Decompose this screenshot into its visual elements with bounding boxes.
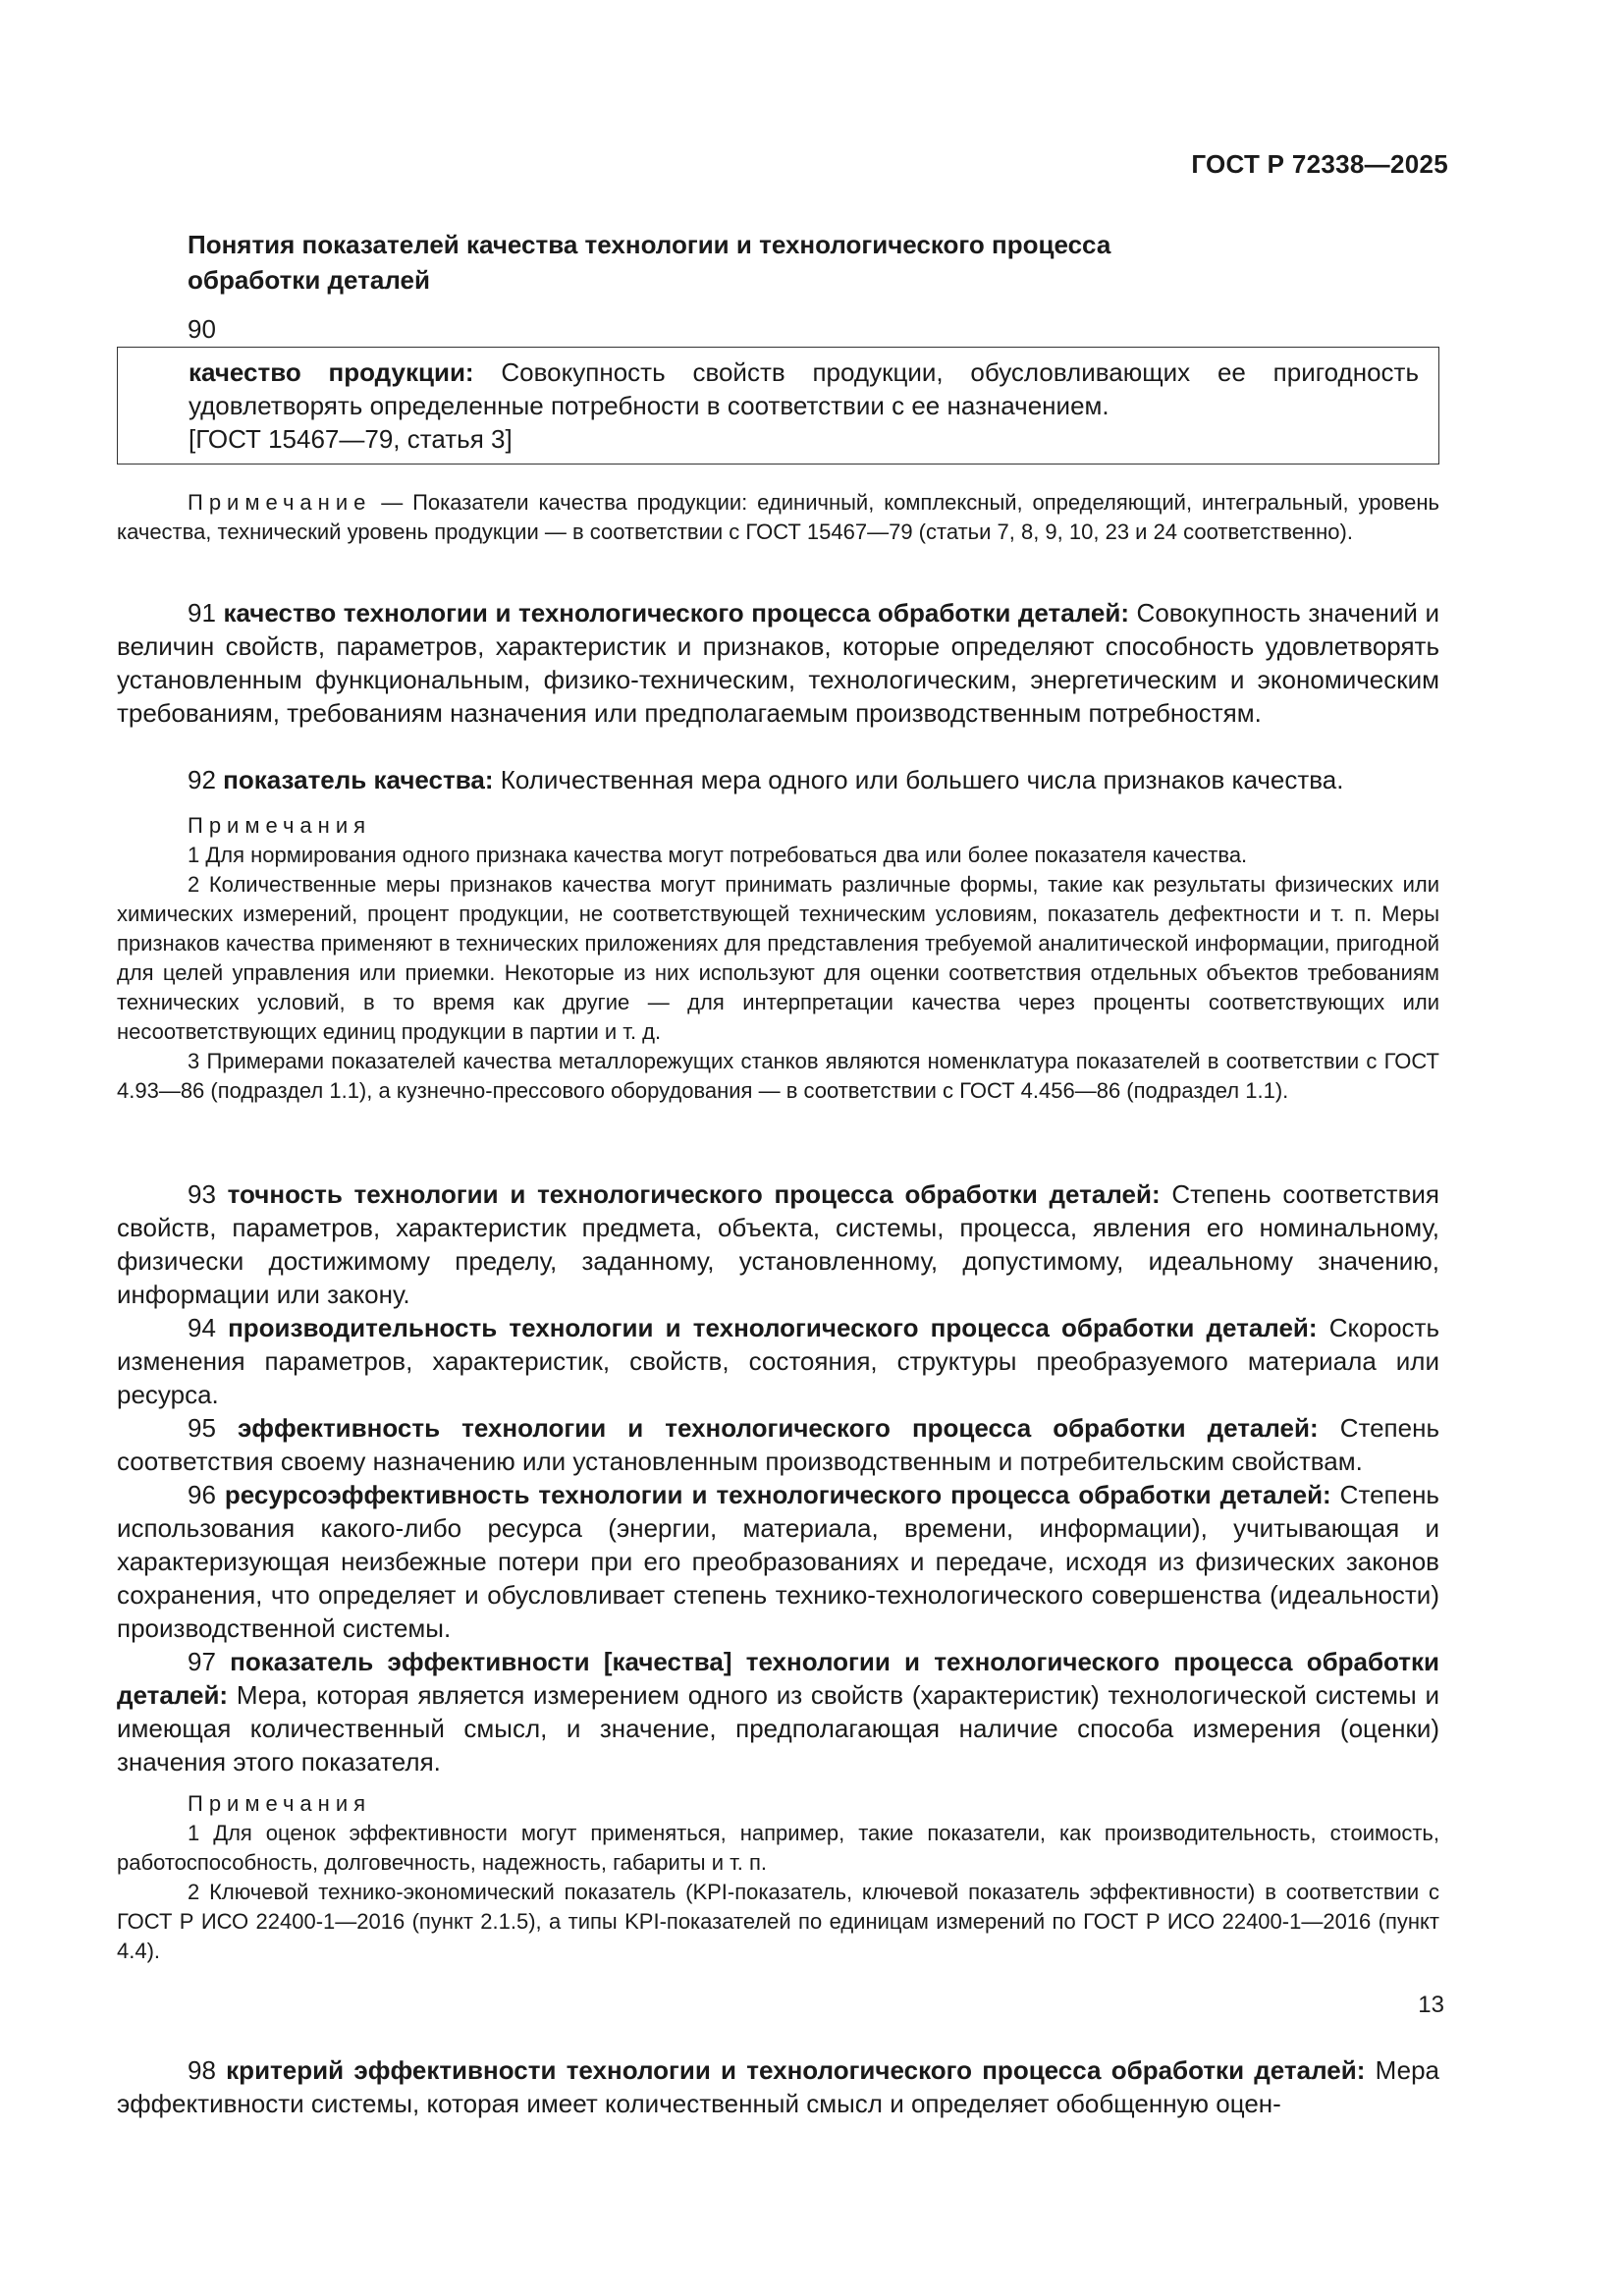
term-number: 94: [188, 1313, 229, 1342]
term-name: ресурсоэффективность технологии и технологического процесса обработки деталей:: [224, 1480, 1331, 1509]
term-number: 92: [188, 765, 224, 794]
term-definition: Скорость изменения параметров, характеристик, свойств, состояния, структуры преобразуемого материала или ресурса.: [117, 1313, 1439, 1409]
term-entry-94: [117, 1311, 1439, 1411]
term-number: 90: [188, 314, 216, 344]
term-name: эффективность технологии и технологического процесса обработки деталей:: [237, 1413, 1319, 1443]
term-name: показатель эффективности [качества] технологии и технологического процесса обработки деталей:: [117, 1647, 1439, 1710]
notes-block: [117, 811, 1439, 1106]
note-label: Примечание: [188, 490, 372, 515]
term-entry-97: [117, 1645, 1439, 1778]
note-text: — Показатели качества продукции: единичный, комплексный, определяющий, интегральный, уровень качества, технический уровень продукции — в соответствии с ГОСТ 15467—79 (статьи 7, 8, 9, 10, 23 и 24 соответственно).: [117, 490, 1439, 544]
term-entry-95: [117, 1411, 1439, 1478]
term-definition: Степень использования какого-либо ресурса (энергии, материала, времени, информации), учитывающая и характеризующая неизбежные потери при его преобразованиях и передаче, исходя из физических законов сохранения, что определяет и обусловливает степень технико-технологического совершенства (идеальности) производственной системы.: [117, 1480, 1439, 1643]
term-entry-91: [117, 596, 1439, 730]
term-number: 93: [188, 1179, 228, 1209]
term-name: точность технологии и технологического процесса обработки деталей:: [227, 1179, 1161, 1209]
term-definition: Количественная мера одного или большего числа признаков качества.: [493, 765, 1344, 794]
term-name: производительность технологии и технологического процесса обработки деталей:: [228, 1313, 1318, 1342]
term-entry-96: [117, 1478, 1439, 1645]
term-definition: Мера, которая является измерением одного из свойств (характеристик) технологической системы и имеющая количественный смысл, и значение, предполагающая наличие способа измерения (оценки) значения этого показателя.: [117, 1680, 1439, 1777]
document-code: ГОСТ Р 72338—2025: [1191, 149, 1448, 179]
section-title: Понятия показателей качества технологии и технологического процесса обработки деталей: [188, 230, 1111, 295]
term-entry-92: [117, 763, 1439, 796]
note-item: 3 Примерами показателей качества металлорежущих станков являются номенклатура показателей в соответствии с ГОСТ 4.93—86 (подраздел 1.1), а кузнечно-прессового оборудования — в соответствии с ГОСТ 4.456—86 (подраздел 1.1).: [117, 1049, 1439, 1103]
term-definition: Совокупность значений и величин свойств, параметров, характеристик и признаков, которые определяют способность удовлетворять установленным функциональным, физико-техническим, технологическим, энергетическим и экономическим требованиям, требованиям назначения или предполагаемым производственным потребностям.: [117, 598, 1439, 728]
term-number: 96: [188, 1480, 225, 1509]
term-name: качество продукции:: [189, 357, 474, 387]
notes-block: [117, 1789, 1439, 1966]
note: [117, 488, 1439, 547]
notes-label: Примечания: [188, 1791, 372, 1816]
term-name: качество технологии и технологического процесса обработки деталей:: [223, 598, 1129, 628]
term-entry-98: [117, 2053, 1439, 2120]
term-definition: Совокупность свойств продукции, обусловливающих ее пригодность удовлетворять определенные потребности в соответствии с ее назначением.: [189, 357, 1419, 420]
page-number: 13: [1418, 1992, 1444, 2018]
definition-box: [117, 347, 1439, 465]
term-entry-93: [117, 1177, 1439, 1311]
term-number: 91: [188, 598, 224, 628]
term-name: критерий эффективности технологии и технологического процесса обработки деталей:: [226, 2055, 1366, 2085]
note-item: 1 Для оценок эффективности могут применяться, например, такие показатели, как производительность, стоимость, работоспособность, долговечность, надежность, габариты и т. п.: [117, 1821, 1439, 1875]
term-number: 97: [188, 1647, 231, 1676]
note-item: 2 Ключевой технико-экономический показатель (KPI-показатель, ключевой показатель эффективности) в соответствии с ГОСТ Р ИСО 22400-1—2016 (пункт 2.1.5), а типы KPI-показателей по единицам измерений по ГОСТ Р ИСО 22400-1—2016 (пункт 4.4).: [117, 1880, 1439, 1963]
notes-label: Примечания: [188, 813, 372, 838]
term-name: показатель качества:: [223, 765, 494, 794]
note-item: 1 Для нормирования одного признака качества могут потребоваться два или более показателя качества.: [188, 843, 1248, 867]
term-number: 98: [188, 2055, 227, 2085]
term-definition: Степень соответствия свойств, параметров, характеристик предмета, объекта, системы, процесса, явления его номинальному, физически достижимому пределу, заданному, установленному, допустимому, идеальному значению, информации или закону.: [117, 1179, 1439, 1309]
note-item: 2 Количественные меры признаков качества могут принимать различные формы, такие как результаты физических или химических измерений, процент продукции, не соответствующей техническим условиям, показатель дефектности и т. п. Меры признаков качества применяют в технических приложениях для представления требуемой аналитической информации, пригодной для целей управления или приемки. Некоторые из них используют для оценки соответствия отдельных объектов требованиям технических условий, в то время как другие — для интерпретации качества через проценты соответствующих или несоответствующих единиц продукции в партии и т. д.: [117, 872, 1439, 1044]
term-number: 95: [188, 1413, 238, 1443]
term-source: [ГОСТ 15467—79, статья 3]: [189, 424, 513, 454]
term-definition: Степень соответствия своему назначению или установленным производственным и потребительским свойствам.: [117, 1413, 1439, 1476]
term-definition: Мера эффективности системы, которая имеет количественный смысл и определяет обобщенную оцен-: [117, 2055, 1439, 2118]
